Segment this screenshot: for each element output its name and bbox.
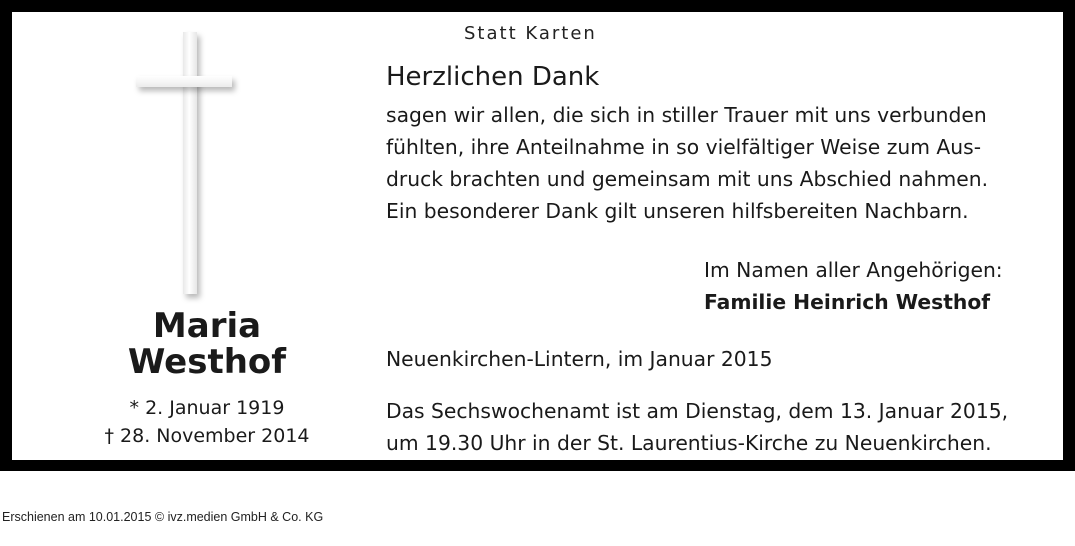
- cross-horizontal-beam: [136, 76, 232, 87]
- service-announcement: [386, 395, 1056, 459]
- deceased-block: [52, 308, 362, 450]
- thank-you-text: [386, 99, 1056, 227]
- cross-vertical-beam: [183, 32, 197, 294]
- service-line: Das Sechswochenamt ist am Dienstag, dem 13. Januar 2015,: [386, 399, 1009, 423]
- place-date: Neuenkirchen-Lintern, im Januar 2015: [386, 347, 773, 371]
- thank-you-line: sagen wir allen, die sich in stiller Trauer mit uns verbunden: [386, 103, 987, 127]
- thank-you-line: fühlten, ihre Anteilnahme in so vielfältiger Weise zum Aus-: [386, 135, 982, 159]
- service-line: um 19.30 Uhr in der St. Laurentius-Kirche zu Neuenkirchen.: [386, 431, 992, 455]
- pre-title: Statt Karten: [464, 23, 597, 44]
- publication-footer: Erschienen am 10.01.2015 © ivz.medien GmbH & Co. KG: [2, 510, 324, 524]
- thank-you-line: Ein besonderer Dank gilt unseren hilfsbereiten Nachbarn.: [386, 199, 969, 223]
- signature-family: Familie Heinrich Westhof: [704, 290, 991, 314]
- deceased-last-name: Westhof: [127, 342, 287, 382]
- birth-date: * 2. Januar 1919: [129, 397, 285, 419]
- signature-block: [704, 254, 1003, 318]
- thank-you-line: druck brachten und gemeinsam mit uns Abschied nahmen.: [386, 167, 989, 191]
- obituary-notice: [12, 12, 1063, 460]
- heading: Herzlichen Dank: [386, 62, 600, 92]
- death-date: † 28. November 2014: [104, 425, 310, 447]
- signature-intro: Im Namen aller Angehörigen:: [704, 258, 1003, 282]
- deceased-first-name: Maria: [152, 306, 262, 346]
- cross-icon: [132, 32, 242, 302]
